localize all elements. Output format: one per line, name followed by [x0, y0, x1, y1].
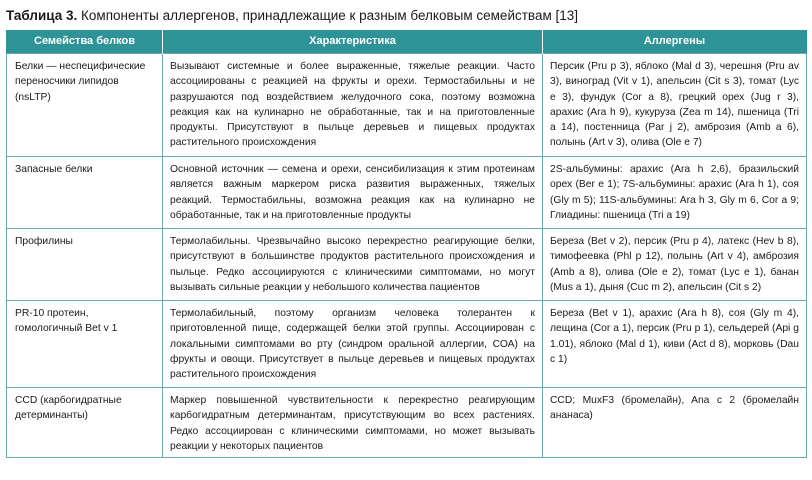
header-allergens: Аллергены: [543, 30, 807, 54]
protein-family-cell: PR-10 протеин, гомологичный Bet v 1: [7, 301, 163, 388]
protein-family-cell: CCD (карбогидратные детерминанты): [7, 388, 163, 458]
allergen-components-table: [6, 30, 807, 458]
allergens-cell: Береза (Bet v 1), арахис (Ara h 8), соя (Gly m 4), лещина (Cor a 1), персик (Pru p 1), сельдерей (Api g 1.01), яблоко (Mal d 1), киви (Act d 8), морковь (Dau c 1): [543, 301, 807, 388]
characteristics-cell: Маркер повышенной чувствительности к перекрестно реагирующим карбогидратным детерминантам, присутствующим во всех растениях. Редко ассоциирован с клиническими симптомами, но может вызывать реакции у некоторых пациентов: [163, 388, 543, 458]
allergens-cell: 2S-альбумины: арахис (Ara h 2,6), бразильский орех (Ber e 1); 7S-альбумины: арахис (Ara h 1), соя (Gly m 5); 11S-альбумины: Ara h 3, Gly m 6, Cor a 9; Глиадины: пшеница (Tri a 19): [543, 157, 807, 229]
table-row: [7, 301, 807, 388]
characteristics-cell: Термолабильный, поэтому организм человека толерантен к приготовленной пище, содержащей белки этой группы. Ассоциирован с локальными симптомами во рту (синдром оральной аллергии, СОА) на фрукты и овощи. Присутствует в пыльце деревьев и пищевых продуктах растительного происхождения: [163, 301, 543, 388]
table-caption-title: Компоненты аллергенов, принадлежащие к разным белковым семействам [13]: [81, 8, 578, 23]
table-row: [7, 157, 807, 229]
table-row: [7, 54, 807, 157]
characteristics-cell: Вызывают системные и более выраженные, тяжелые реакции. Часто ассоциированы с реакцией на фрукты и орехи. Термостабильны и не разрушаются под воздействием желудочного сока, поэтому возможна реакция как на кулинарно не обработанные, так и на приготовленные продукты. Присутствуют в пыльце деревьев и пищевых продуктах растительного происхождения: [163, 54, 543, 157]
table-row: [7, 229, 807, 301]
header-protein-families: Семейства белков: [7, 30, 163, 54]
table-caption: [6, 8, 578, 24]
protein-family-cell: Профилины: [7, 229, 163, 301]
characteristics-cell: Термолабильны. Чрезвычайно высоко перекрестно реагирующие белки, присутствуют в большинстве продуктов растительного происхождения и пыльце. Редко ассоциируются с клиническими симптомами, но могут вызывать сильные реакции у небольшого количества пациентов: [163, 229, 543, 301]
table-row: [7, 388, 807, 458]
allergens-cell: Персик (Pru p 3), яблоко (Mal d 3), черешня (Pru av 3), виноград (Vit v 1), апельсин (Cit s 3), томат (Lyc e 3), фундук (Cor a 8), грецкий орех (Jug r 3), арахис (Ara h 9), кукуруза (Zea m 14), пшеница (Tri a 14), постенница (Par j 2), амброзия (Amb a 6), полынь (Art v 3), олива (Ole e 7): [543, 54, 807, 157]
allergens-cell: CCD; MuxF3 (бромелайн), Ana c 2 (бромелайн ананаса): [543, 388, 807, 458]
characteristics-cell: Основной источник — семена и орехи, сенсибилизация к этим протеинам является важным маркером риска развития выраженных, тяжелых реакций. Термостабильны, возможна реакция как на кулинарно не обработанные, так и на приготовленные продукты: [163, 157, 543, 229]
table-header-row: [7, 30, 807, 54]
protein-family-cell: Запасные белки: [7, 157, 163, 229]
table-caption-number: Таблица 3.: [6, 8, 78, 23]
header-characteristics: Характеристика: [163, 30, 543, 54]
allergens-cell: Береза (Bet v 2), персик (Pru p 4), латекс (Hev b 8), тимофеевка (Phl p 12), полынь (Art v 4), амброзия (Amb a 8), олива (Ole e 2), томат (Lyc e 1), банан (Mus a 1), дыня (Cuc m 2), апельсин (Cit s 2): [543, 229, 807, 301]
protein-family-cell: Белки — неспецифические переносчики липидов (nsLTP): [7, 54, 163, 157]
